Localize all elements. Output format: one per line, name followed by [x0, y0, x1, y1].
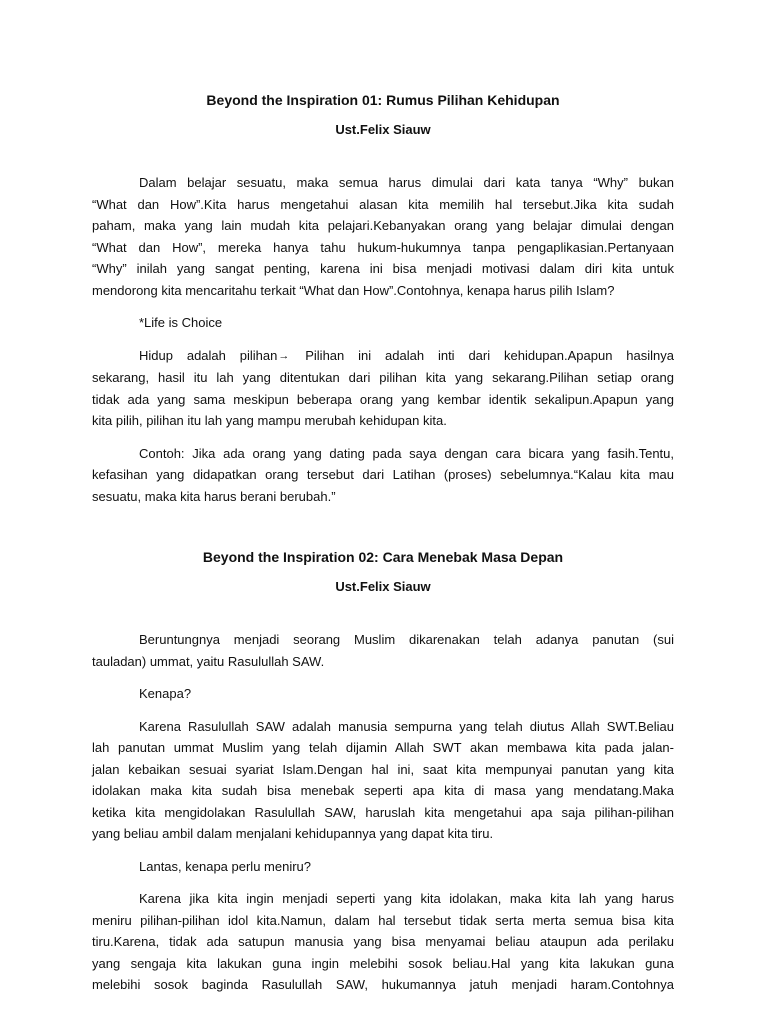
text-line: ketika kita mengidolakan Rasulullah SAW, haruslah kita mengetahui apa saja pilihan-pilihan [92, 804, 674, 820]
arrow-right-icon: → [278, 349, 290, 362]
text-line: “What dan How”, mereka hanya tahu hukum-hukumnya tanpa pengaplikasian.Pertanyaan [92, 239, 674, 255]
section2-author: Ust.Felix Siauw [335, 579, 431, 594]
text-line: yang beliau ambil dalam menjalani kehidupannya yang dapat kita tiru. [92, 826, 494, 841]
section1-title: Beyond the Inspiration 01: Rumus Pilihan Kehidupan [206, 92, 560, 108]
text-line: Karena jika kita ingin menjadi seperti yang kita idolakan, maka kita lah yang harus [139, 891, 674, 906]
document-content [92, 91, 674, 996]
section1-paragraph-1 [92, 172, 674, 301]
section1-paragraph-3 [92, 345, 674, 432]
text-line: sesuatu, maka kita harus berani berubah.” [92, 488, 336, 504]
text-line [92, 345, 674, 368]
section1-paragraph-2: *Life is Choice [139, 315, 223, 330]
text-line: meniru pilihan-pilihan idol kita.Namun, dalam hal tersebut tidak serta merta semua bisa kita [92, 912, 674, 928]
text-line: jalan kebaikan sesuai syariat Islam.Dengan hal ini, saat kita mempunyai panutan yang kita [92, 761, 674, 777]
section2-paragraph-3 [92, 716, 674, 845]
text-line: tauladan) ummat, yaitu Rasulullah SAW. [92, 653, 325, 669]
text-line: lah panutan ummat Muslim yang telah dijamin Allah SWT akan membawa kita pada jalan- [92, 740, 674, 755]
text-line: Karena Rasulullah SAW adalah manusia sempurna yang telah diutus Allah SWT.Beliau [139, 718, 674, 734]
text-line: mendorong kita mencaritahu terkait “What dan How”.Contohnya, kenapa harus pilih Islam? [92, 282, 615, 298]
section2-title: Beyond the Inspiration 02: Cara Menebak Masa Depan [202, 549, 564, 565]
text-line: kefasihan yang didapatkan orang tersebut dari Latihan (proses) sebelumnya.“Kalau kita mau [92, 467, 674, 482]
section2-paragraph-1 [92, 629, 674, 672]
section1-author: Ust.Felix Siauw [335, 122, 431, 137]
text-line: idolakan maka kita sudah bisa menebak seperti apa kita di masa yang mendatang.Maka [92, 783, 674, 798]
text-line: tiru.Karena, tidak ada satupun manusia yang bisa menyamai beliau ataupun ada perilaku [92, 934, 674, 949]
p3-lead: Hidup adalah pilihan [139, 347, 278, 363]
text-line: Dalam belajar sesuatu, maka semua harus dimulai dari kata tanya “Why” bukan [139, 175, 674, 190]
section1-paragraph-4 [92, 443, 674, 508]
text-line: sekarang, hasil itu lah yang ditentukan dari pilihan kita yang sekarang.Pilihan setiap orang [92, 370, 674, 385]
text-line: Contoh: Jika ada orang yang dating pada saya dengan cara bicara yang fasih.Tentu, [139, 445, 674, 461]
p3-first-rest: Pilihan ini adalah inti dari kehidupan.Apapun hasilnya [291, 347, 675, 363]
text-line: “Why” inilah yang sangat penting, karena ini bisa menjadi motivasi dalam diri kita untuk [92, 261, 674, 276]
text-line: paham, maka yang lain mudah kita pelajari.Kebanyakan orang yang belajar dimulai dengan [92, 218, 674, 233]
section2-paragraph-5 [92, 888, 674, 996]
text-line: tidak ada yang sama meskipun beberapa orang yang kembar identik sekalipun.Apapun yang [92, 391, 674, 407]
text-line: “What dan How”.Kita harus mengetahui alasan kita memilih hal tersebut.Jika kita sudah [92, 196, 674, 212]
section2-paragraph-4: Lantas, kenapa perlu meniru? [139, 858, 312, 874]
text-line: Beruntungnya menjadi seorang Muslim dikarenakan telah adanya panutan (sui [139, 632, 674, 647]
text-line: kita pilih, pilihan itu lah yang mampu merubah kehidupan kita. [92, 413, 447, 428]
section2-paragraph-2: Kenapa? [139, 686, 192, 701]
text-line: yang sengaja kita lakukan guna ingin melebihi sosok beliau.Hal yang kita lakukan guna [92, 955, 674, 971]
text-line: melebihi sosok baginda Rasulullah SAW, hukumannya jatuh menjadi haram.Contohnya [92, 977, 674, 992]
